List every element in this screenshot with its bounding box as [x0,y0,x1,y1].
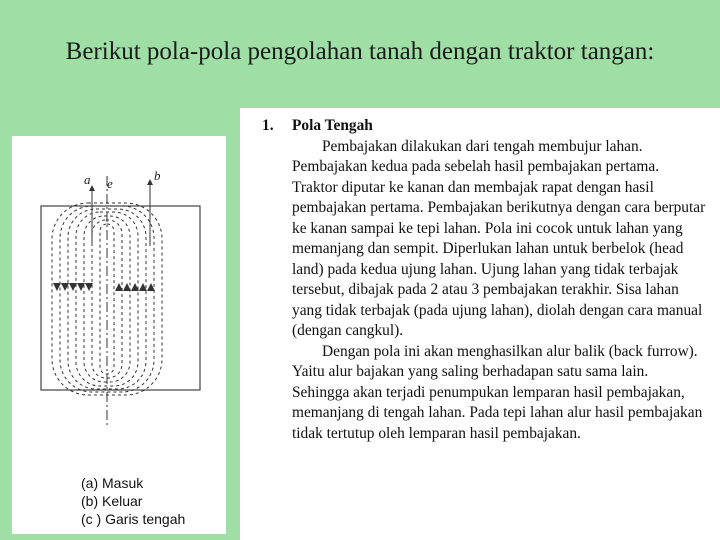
legend-exit: (b) Keluar [81,493,143,509]
slide-title: Berikut pola-pola pengolahan tanah dengan traktor tangan: [65,38,655,65]
legend-center-line: (c ) Garis tengah [81,511,186,527]
field-border [41,206,200,390]
label-a: a [84,172,91,187]
paragraph: Pembajakan dilakukan dari tengah membujur lahan. Pembajakan kedua pada sebelah hasil pembajakan pertama. Traktor diputar ke kanan dan membajak rapat dengan hasil pembajakan pertama. Pembajakan berikutnya dengan cara berputar ke kanan sampai ke tepi lahan. Pola ini cocok untuk lahan yang memanjang dan sempit. Diperlukan lahan untuk berbelok (head land) pada kedua ujung lahan. Ujung lahan yang tidak terbajak tersebut, dibajak pada 2 atau 3 pembajakan terakhir. Sisa lahan yang tidak terbajak (pada ujung lahan), diolah dengan cara manual (dengan cangkul). [292,137,706,339]
paragraph: Dengan pola ini akan menghasilkan alur balik (back furrow). Yaitu alur bajakan yang saling berhadapan satu sama lain. Sehingga akan terjadi penumpukan lemparan hasil pembajakan, memanjang di tengah lahan. Pada tepi lahan alur hasil pembajakan tidak tertutup oleh lemparan hasil pembajakan. [292,342,703,442]
section-number: 1. [262,117,274,134]
section-heading [262,116,708,137]
legend-entry: (a) Masuk [81,475,144,491]
label-b: b [154,168,161,183]
label-e: e [107,176,113,191]
figure-legend [81,474,185,528]
section-title: Pola Tengah [292,117,373,134]
section-content [262,116,708,444]
